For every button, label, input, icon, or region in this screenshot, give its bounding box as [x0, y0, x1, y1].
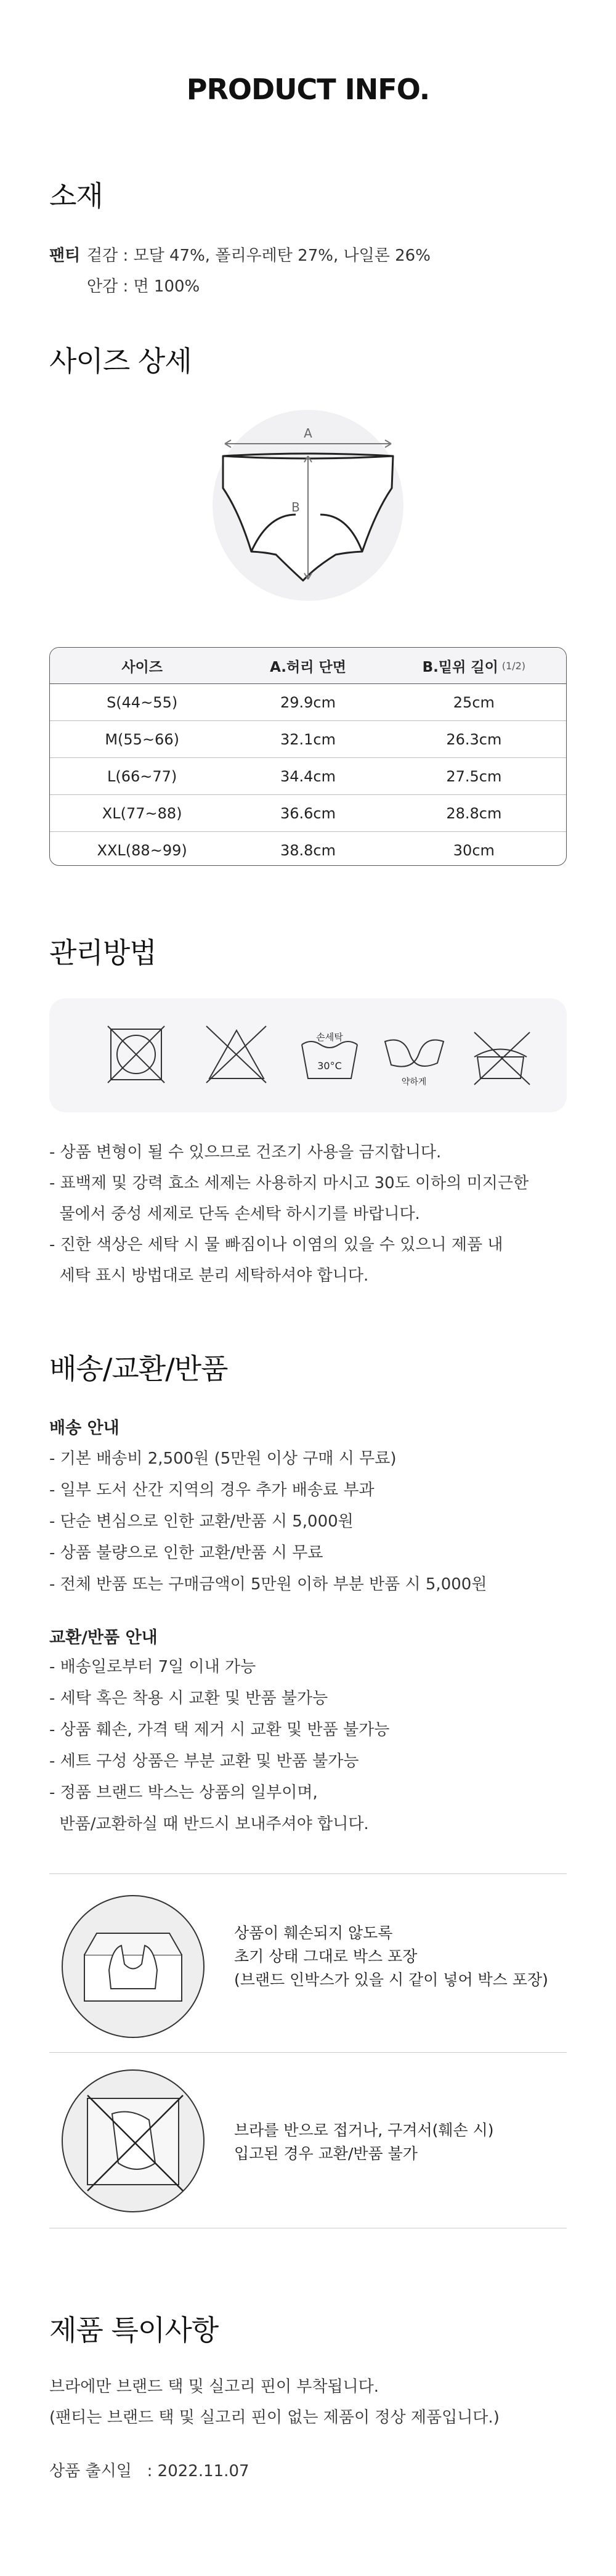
size-table: [49, 647, 567, 866]
list-item: - 단순 변심으로 인한 교환/반품 시 5,000원: [49, 1512, 354, 1531]
care-note-5: 세탁 표시 방법대로 분리 세탁하셔야 합니다.: [49, 1266, 369, 1285]
divider: [49, 2052, 567, 2053]
care-heading: 관리방법: [49, 936, 156, 969]
header-rise: B.밑위 길이 (1/2): [422, 659, 526, 675]
shipping-heading: 배송/교환/반품: [49, 1352, 228, 1385]
list-item: - 상품 훼손, 가격 택 제거 시 교환 및 반품 불가능: [49, 1721, 390, 1739]
list-item: 반품/교환하실 때 반드시 보내주셔야 합니다.: [49, 1815, 369, 1833]
size-heading: 사이즈 상세: [49, 344, 192, 378]
pack-bad-text: 브라를 반으로 접거나, 구겨서(훼손 시) 입고된 경우 교환/반품 불가: [234, 2121, 494, 2162]
list-item: - 세트 구성 상품은 부분 교환 및 반품 불가능: [49, 1752, 359, 1771]
special-line-2: (팬티는 브랜드 택 및 실고리 핀이 없는 제품이 정상 제품입니다.): [49, 2408, 500, 2427]
return-title: 교환/반품 안내: [49, 1628, 158, 1647]
list-item: - 전체 반품 또는 구매금액이 5만원 이하 부분 반품 시 5,000원: [49, 1575, 487, 1594]
size-table-header: [50, 648, 566, 684]
return-list: [49, 1652, 389, 1840]
material-line-outer: 겉감 : 모달 47%, 폴리우레탄 27%, 나일론 26%: [87, 247, 431, 265]
size-diagram: [209, 407, 407, 604]
diagram-label-b: B: [291, 500, 300, 515]
pack-ok-text: 상품이 훼손되지 않도록 초기 상태 그대로 박스 포장 (브랜드 인박스가 있을 시 같이 넣어 박스 포장): [234, 1924, 548, 1989]
material-heading: 소재: [49, 179, 103, 213]
list-item: - 정품 브랜드 박스는 상품의 일부이며,: [49, 1783, 318, 1802]
list-item: - 배송일로부터 7일 이내 가능: [49, 1658, 256, 1676]
header-size: 사이즈: [121, 659, 163, 675]
wring-icon: [385, 1040, 444, 1067]
table-row: L(66~77) 34.4cm 27.5cm: [50, 758, 566, 795]
hand-wash-label: 손세탁: [316, 1032, 343, 1043]
list-item: - 상품 불량으로 인한 교환/반품 시 무료: [49, 1544, 323, 1562]
diagram-label-a: A: [304, 426, 312, 441]
no-bleach-icon: [206, 1026, 266, 1083]
wring-label: 약하게: [401, 1077, 427, 1087]
table-row: S(44~55) 29.9cm 25cm: [50, 684, 566, 721]
no-tumble-dry-icon: [108, 1026, 164, 1083]
care-note-1: - 상품 변형이 될 수 있으므로 건조기 사용을 금지합니다.: [49, 1143, 442, 1162]
no-dry-clean-icon: [474, 1032, 530, 1085]
material-item-label: 팬티: [49, 247, 81, 265]
special-line-1: 브라에만 브랜드 택 및 실고리 핀이 부착됩니다.: [49, 2378, 379, 2396]
care-note-3: 물에서 중성 세제로 단독 손세탁 하시기를 바랍니다.: [49, 1205, 420, 1223]
header-note: (1/2): [501, 659, 526, 672]
table-row: M(55~66) 32.1cm 26.3cm: [50, 721, 566, 758]
special-heading: 제품 특이사항: [49, 2313, 219, 2347]
divider: [49, 1873, 567, 1874]
care-note-2: - 표백제 및 강력 효소 세제는 사용하지 마시고 30도 이하의 미지근한: [49, 1174, 529, 1192]
list-item: - 일부 도서 산간 지역의 경우 추가 배송료 부과: [49, 1481, 375, 1499]
list-item: - 세탁 혹은 착용 시 교환 및 반품 불가능: [49, 1689, 328, 1708]
table-row: XXL(88~99) 38.8cm 30cm: [97, 841, 495, 859]
delivery-list: [49, 1443, 487, 1600]
temp-label: 30°C: [317, 1060, 342, 1072]
box-packing-illustration: [62, 1895, 205, 2038]
header-waist: A.허리 단면: [270, 659, 346, 675]
material-line-inner: 안감 : 면 100%: [87, 277, 200, 296]
release-date: 상품 출시일 : 2022.11.07: [49, 2462, 249, 2480]
folded-bra-illustration: [62, 2069, 205, 2212]
page-title: PRODUCT INFO.: [186, 73, 430, 106]
delivery-title: 배송 안내: [49, 1419, 120, 1438]
table-row: XL(77~88) 36.6cm 28.8cm: [50, 795, 566, 832]
care-note-4: - 진한 색상은 세탁 시 물 빠짐이나 이염의 있을 수 있으니 제품 내: [49, 1236, 503, 1254]
care-icons-box: [49, 998, 567, 1112]
list-item: - 기본 배송비 2,500원 (5만원 이상 구매 시 무료): [49, 1449, 397, 1468]
